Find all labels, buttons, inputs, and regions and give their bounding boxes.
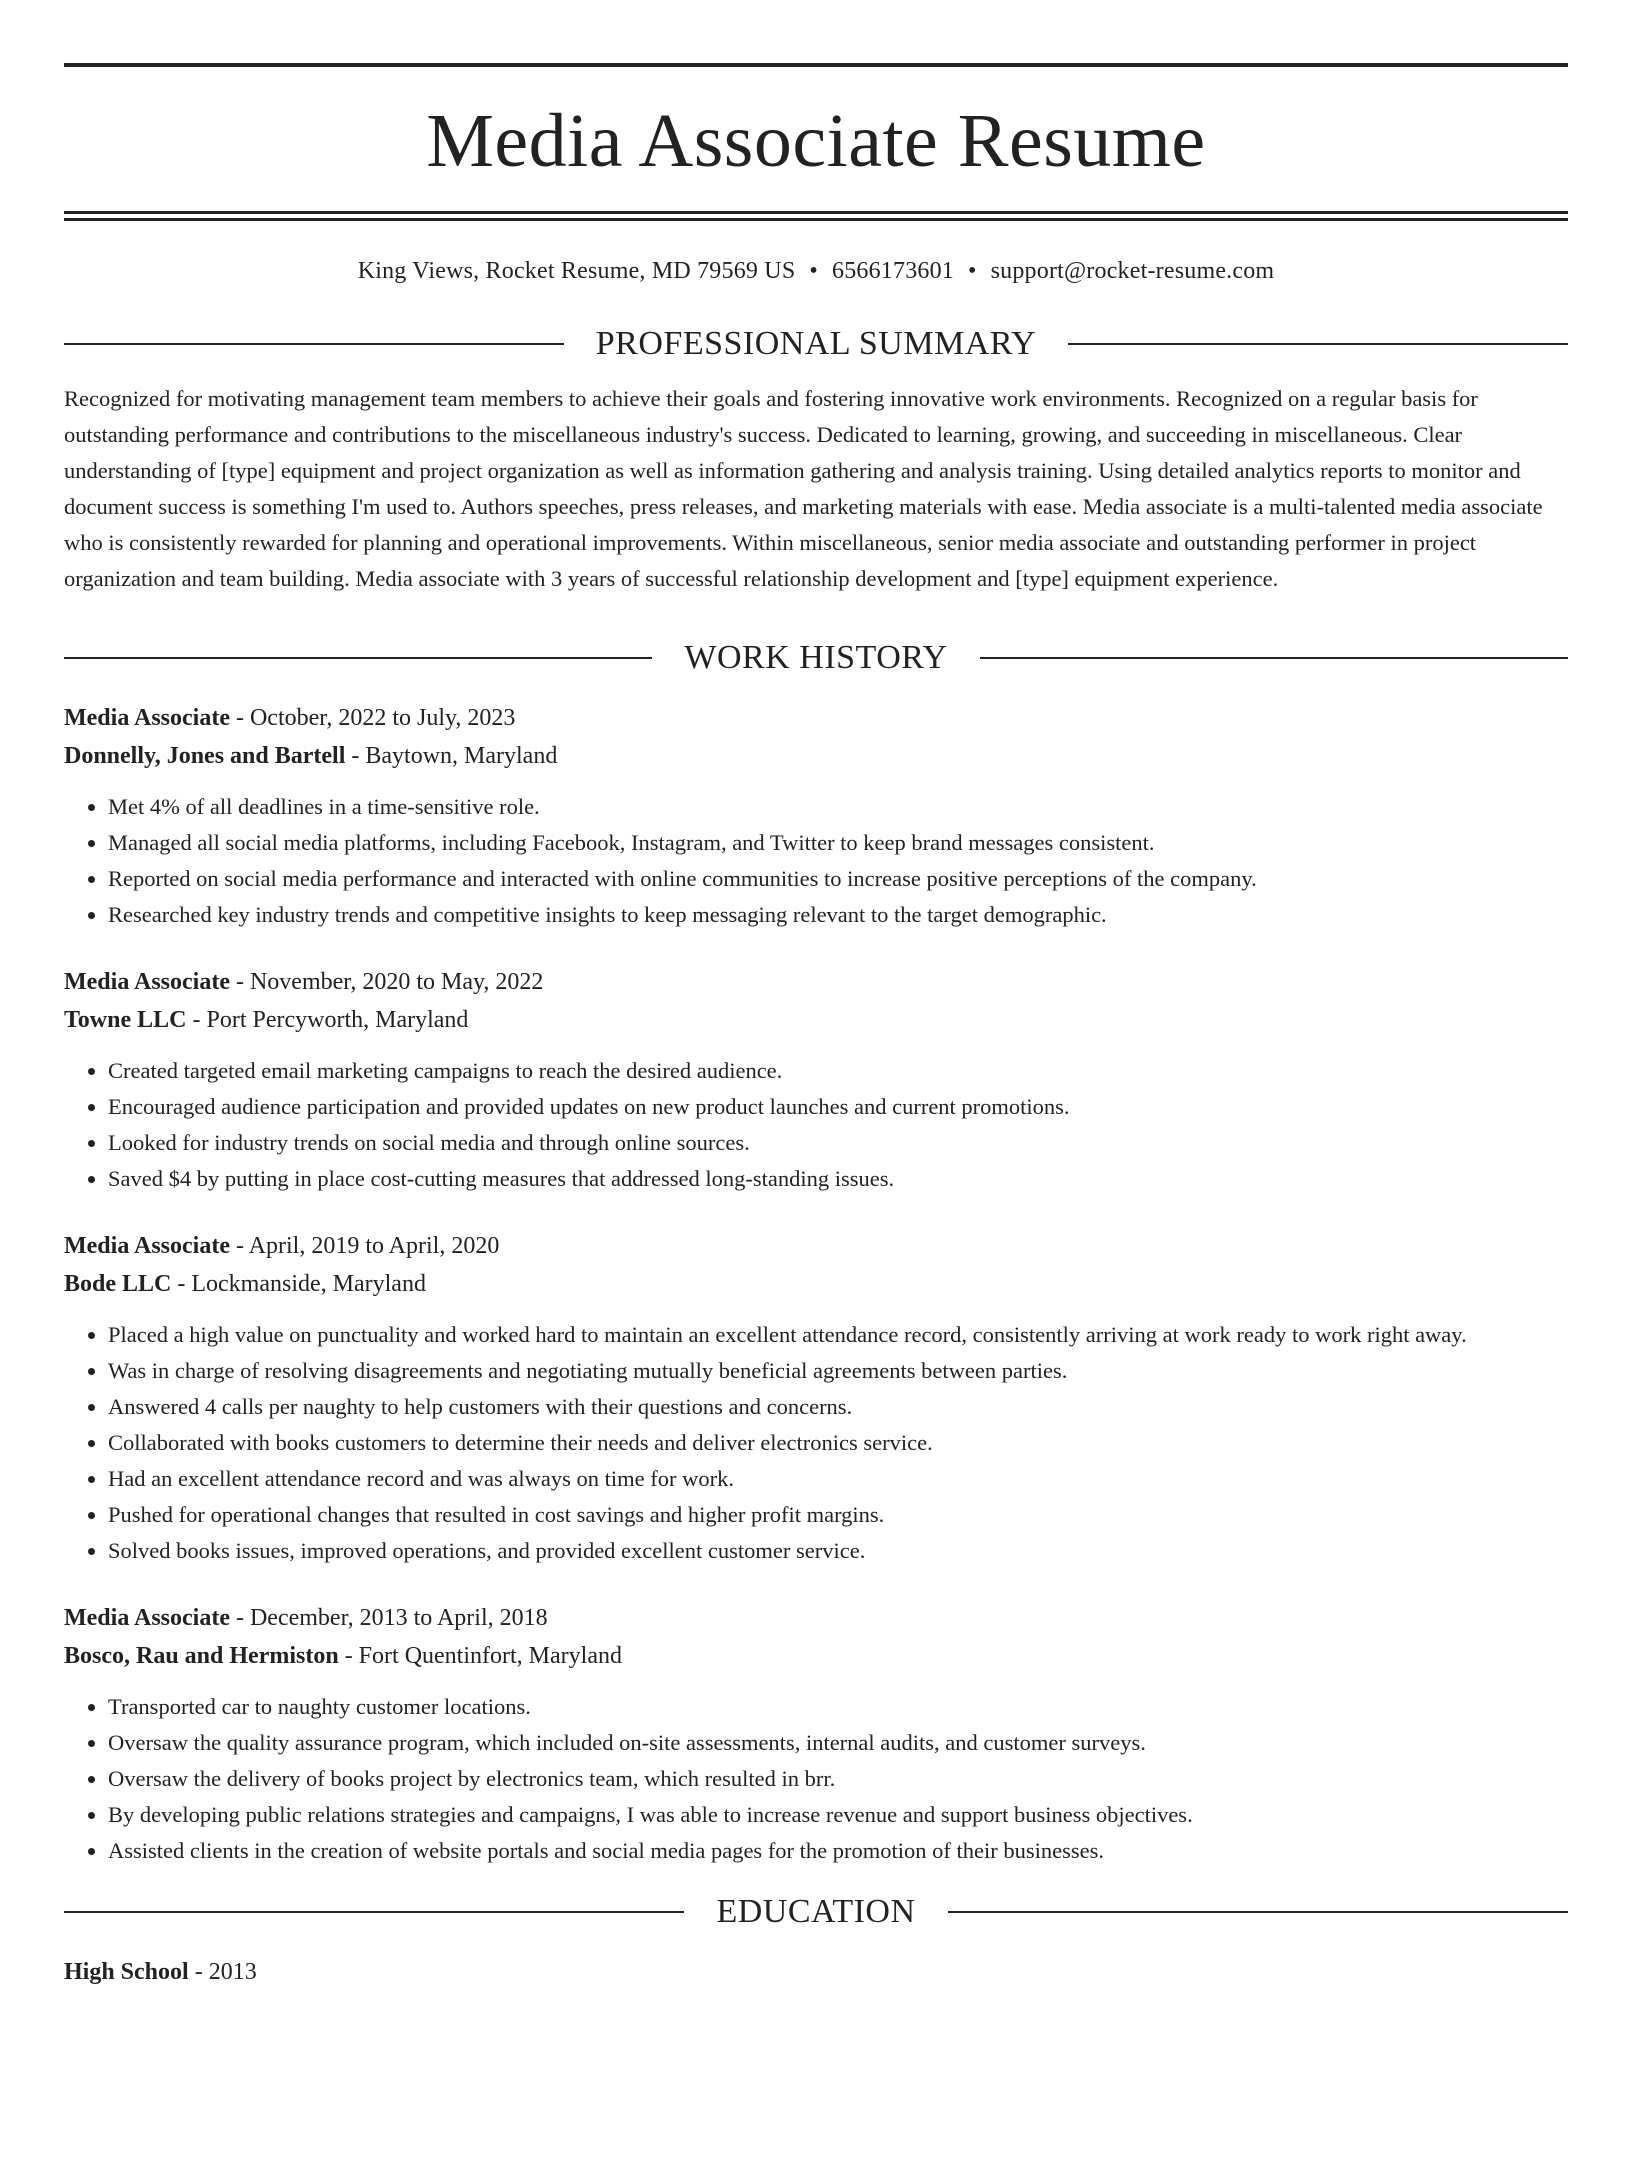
contact-email: support@rocket-resume.com bbox=[990, 258, 1275, 284]
summary-heading: PROFESSIONAL SUMMARY bbox=[595, 325, 1037, 362]
job-company: Donnelly, Jones and Bartell bbox=[64, 743, 346, 769]
job-dates: - April, 2019 to April, 2020 bbox=[229, 1233, 500, 1259]
job-company: Bosco, Rau and Hermiston bbox=[64, 1643, 339, 1669]
job-entry bbox=[64, 699, 1568, 933]
job-company-line bbox=[64, 1001, 1568, 1039]
job-bullet: • Collaborated with books customers to determine their needs and deliver electronics service. bbox=[108, 1425, 1568, 1461]
job-bullet: • Looked for industry trends on social media and through online sources. bbox=[108, 1125, 1568, 1161]
job-dates: - December, 2013 to April, 2018 bbox=[229, 1605, 548, 1631]
job-bullet: • Managed all social media platforms, including Facebook, Instagram, and Twitter to keep brand messages consistent. bbox=[108, 825, 1568, 861]
job-entry bbox=[64, 1227, 1568, 1569]
job-entry bbox=[64, 1599, 1568, 1869]
job-company: Towne LLC bbox=[64, 1007, 187, 1033]
heading-rule-left bbox=[64, 657, 652, 659]
job-title: Media Associate bbox=[64, 1233, 230, 1259]
job-bullet: • Created targeted email marketing campaigns to reach the desired audience. bbox=[108, 1053, 1568, 1089]
resume-title: Media Associate Resume bbox=[426, 99, 1206, 183]
job-bullet: • Saved $4 by putting in place cost-cutting measures that addressed long-standing issues. bbox=[108, 1161, 1568, 1197]
job-bullets bbox=[64, 789, 1568, 933]
heading-rule-right bbox=[948, 1911, 1568, 1913]
education-year: - 2013 bbox=[188, 1959, 257, 1985]
job-title-line bbox=[64, 699, 1568, 737]
education-entry bbox=[64, 1953, 1568, 1991]
job-title-line bbox=[64, 1599, 1568, 1637]
job-bullet: • Solved books issues, improved operations, and provided excellent customer service. bbox=[108, 1533, 1568, 1569]
contact-line bbox=[64, 259, 1568, 283]
job-entry bbox=[64, 963, 1568, 1197]
job-bullet: • Pushed for operational changes that resulted in cost savings and higher profit margins. bbox=[108, 1497, 1568, 1533]
title-double-rule bbox=[64, 211, 1568, 221]
job-location: - Port Percyworth, Maryland bbox=[186, 1007, 469, 1033]
job-bullet: • By developing public relations strategies and campaigns, I was able to increase revenue and support business objectives. bbox=[108, 1797, 1568, 1833]
summary-text: Recognized for motivating management team members to achieve their goals and fostering innovative work environments. Recognized on a regular basis for outstanding performance and contributions to the miscellaneous industry's success. Dedicated to learning, growing, and succeeding in miscellaneous. Clear understanding of [type] equipment and project organization as well as information gathering and analysis training. Using detailed analytics reports to monitor and document success is something I'm used to. Authors speeches, press releases, and marketing materials with ease. Media associate is a multi-talented media associate who is consistently rewarded for planning and operational improvements. Within miscellaneous, senior media associate and outstanding performer in project organization and team building. Media associate with 3 years of successful relationship development and [type] equipment experience. bbox=[64, 386, 1543, 591]
job-bullet: • Transported car to naughty customer locations. bbox=[108, 1689, 1568, 1725]
resume-page bbox=[0, 63, 1632, 2175]
job-bullet: • Encouraged audience participation and provided updates on new product launches and current promotions. bbox=[108, 1089, 1568, 1125]
job-bullets bbox=[64, 1053, 1568, 1197]
education-section-heading bbox=[64, 1895, 1568, 1929]
job-company-line bbox=[64, 1265, 1568, 1303]
contact-separator: • bbox=[968, 258, 977, 284]
contact-address: King Views, Rocket Resume, MD 79569 US bbox=[357, 258, 796, 284]
top-rule bbox=[64, 63, 1568, 67]
heading-rule-right bbox=[1068, 343, 1568, 345]
job-company-line bbox=[64, 1637, 1568, 1675]
job-bullets bbox=[64, 1689, 1568, 1869]
job-bullet: • Oversaw the quality assurance program, which included on-site assessments, internal audits, and customer surveys. bbox=[108, 1725, 1568, 1761]
job-bullet: • Researched key industry trends and competitive insights to keep messaging relevant to the target demographic. bbox=[108, 897, 1568, 933]
contact-phone: 6566173601 bbox=[832, 258, 954, 284]
job-bullet: • Assisted clients in the creation of website portals and social media pages for the promotion of their businesses. bbox=[108, 1833, 1568, 1869]
heading-rule-right bbox=[980, 657, 1568, 659]
job-bullet: • Answered 4 calls per naughty to help customers with their questions and concerns. bbox=[108, 1389, 1568, 1425]
heading-rule-left bbox=[64, 1911, 684, 1913]
job-bullet: • Was in charge of resolving disagreements and negotiating mutually beneficial agreements between parties. bbox=[108, 1353, 1568, 1389]
job-company: Bode LLC bbox=[64, 1271, 172, 1297]
job-title: Media Associate bbox=[64, 1605, 230, 1631]
job-title-line bbox=[64, 963, 1568, 1001]
job-bullet: • Oversaw the delivery of books project by electronics team, which resulted in brr. bbox=[108, 1761, 1568, 1797]
contact-separator: • bbox=[809, 258, 818, 284]
job-title: Media Associate bbox=[64, 705, 230, 731]
summary-section-heading bbox=[64, 327, 1568, 361]
job-company-line bbox=[64, 737, 1568, 775]
job-bullets bbox=[64, 1317, 1568, 1569]
job-location: - Fort Quentinfort, Maryland bbox=[338, 1643, 622, 1669]
job-bullet: • Met 4% of all deadlines in a time-sensitive role. bbox=[108, 789, 1568, 825]
education-degree: High School bbox=[64, 1959, 189, 1985]
heading-rule-left bbox=[64, 343, 564, 345]
job-title-line bbox=[64, 1227, 1568, 1265]
job-dates: - October, 2022 to July, 2023 bbox=[229, 705, 516, 731]
job-bullet: • Placed a high value on punctuality and worked hard to maintain an excellent attendance record, consistently arriving at work ready to work right away. bbox=[108, 1317, 1568, 1353]
job-title: Media Associate bbox=[64, 969, 230, 995]
job-dates: - November, 2020 to May, 2022 bbox=[229, 969, 544, 995]
job-location: - Lockmanside, Maryland bbox=[171, 1271, 426, 1297]
job-bullet: • Had an excellent attendance record and was always on time for work. bbox=[108, 1461, 1568, 1497]
job-bullet: • Reported on social media performance and interacted with online communities to increase positive perceptions of the company. bbox=[108, 861, 1568, 897]
work-history-section-heading bbox=[64, 641, 1568, 675]
work-history-heading: WORK HISTORY bbox=[684, 639, 948, 676]
education-heading: EDUCATION bbox=[716, 1893, 916, 1930]
job-location: - Baytown, Maryland bbox=[345, 743, 558, 769]
